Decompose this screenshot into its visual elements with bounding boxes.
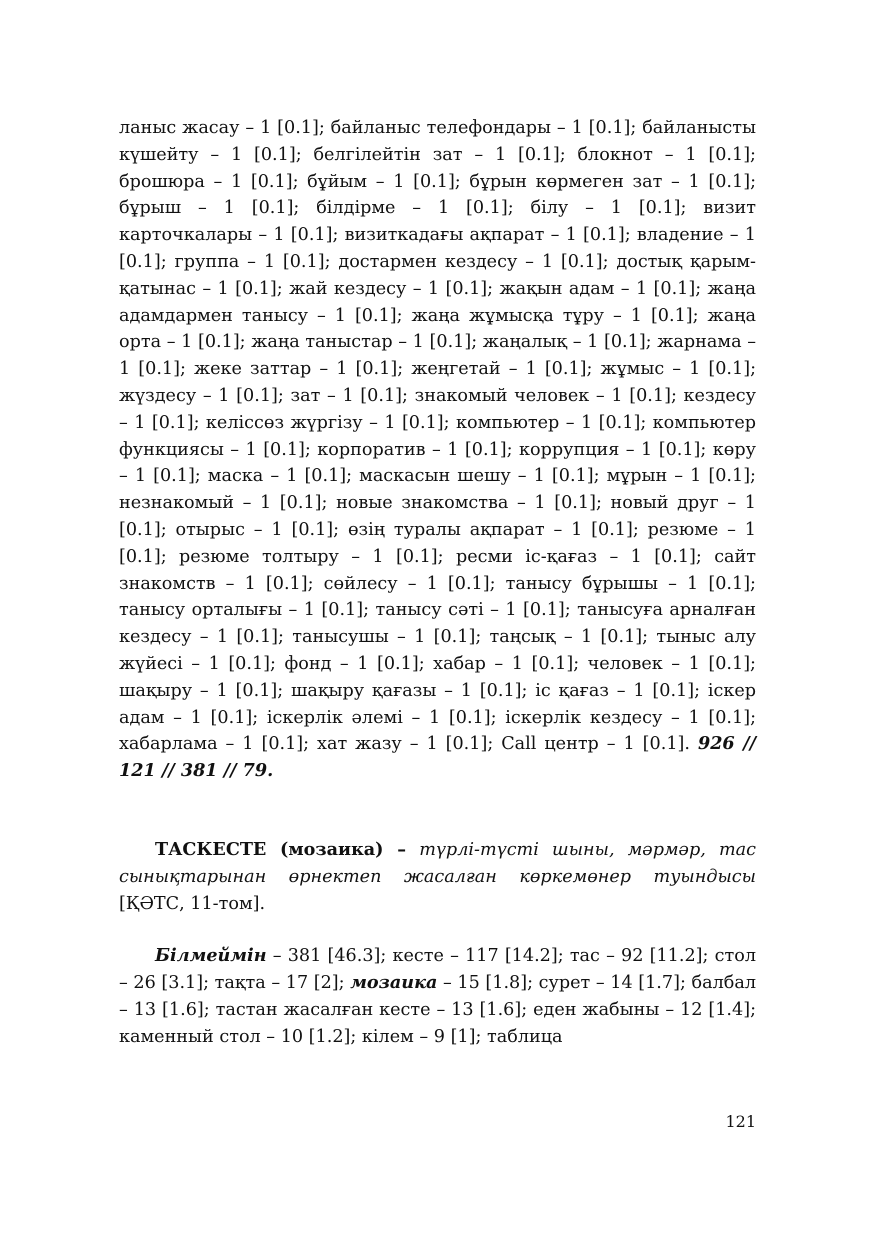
entry-definition: түрлі-түсті шыны, мәрмәр, тас сынықтарынан өрнектеп жасалған көркемөнер туындысы bbox=[119, 839, 757, 887]
stimulus-highlight: мозаика bbox=[350, 972, 438, 994]
dont-know-label: Білмеймін bbox=[155, 945, 267, 967]
responses-text-2: – 15 [1.8]; сурет – 14 [1.7]; балбал – 13 [1.6]; тастан жасалған кесте – 13 [1.6]; еден жабыны – 12 [1.4]; каменный стол – 10 [1.2]; кілем – 9 [1]; таблица bbox=[119, 973, 757, 1047]
entry-responses-paragraph bbox=[119, 943, 756, 1050]
responses-text-1: – 381 [46.3]; кесте – 117 [14.2]; тас – 92 [11.2]; стол – 26 [3.1]; тақта – 17 [2]; bbox=[119, 946, 756, 994]
continued-entry-paragraph bbox=[119, 115, 756, 785]
page-body bbox=[119, 115, 756, 1051]
entry-heading-paragraph bbox=[119, 837, 756, 917]
entry-headword: ТАСКЕСТЕ (мозаика) – bbox=[155, 838, 407, 860]
page-number: 121 bbox=[725, 1112, 756, 1131]
response-list-continuation: ланыс жасау – 1 [0.1]; байланыс телефондары – 1 [0.1]; байланысты күшейту – 1 [0.1]; белгілейтін зат – 1 [0.1]; блокнот – 1 [0.1]; брошюра – 1 [0.1]; бұйым – 1 [0.1]; бұрын көрмеген зат – 1 [0.1]; бұрыш – 1 [0.1]; білдірме – 1 [0.1]; білу – 1 [0.1]; визит карточкалары – 1 [0.1]; визиткадағы ақпарат – 1 [0.1]; владение – 1 [0.1]; группа – 1 [0.1]; достармен кездесу – 1 [0.1]; достық қарым-қатынас – 1 [0.1]; жай кездесу – 1 [0.1]; жақын адам – 1 [0.1]; жаңа адамдармен танысу – 1 [0.1]; жаңа жұмысқа тұру – 1 [0.1]; жаңа орта – 1 [0.1]; жаңа таныстар – 1 [0.1]; жаңалық – 1 [0.1]; жарнама – 1 [0.1]; жеке заттар – 1 [0.1]; жеңгетай – 1 [0.1]; жұмыс – 1 [0.1]; жүздесу – 1 [0.1]; зат – 1 [0.1]; знакомый человек – 1 [0.1]; кездесу – 1 [0.1]; келіссөз жүргізу – 1 [0.1]; компьютер – 1 [0.1]; компьютер функциясы – 1 [0.1]; корпоратив – 1 [0.1]; коррупция – 1 [0.1]; көру – 1 [0.1]; маска – 1 [0.1]; маскасын шешу – 1 [0.1]; мұрын – 1 [0.1]; незнакомый – 1 [0.1]; новые знакомства – 1 [0.1]; новый друг – 1 [0.1]; отырыс – 1 [0.1]; өзің туралы ақпарат – 1 [0.1]; резюме – 1 [0.1]; резюме толтыру – 1 [0.1]; ресми іс-қағаз – 1 [0.1]; сайт знакомств – 1 [0.1]; сөйлесу – 1 [0.1]; танысу бұрышы – 1 [0.1]; танысу орталығы – 1 [0.1]; танысу сәті – 1 [0.1]; танысуға арналған кездесу – 1 [0.1]; танысушы – 1 [0.1]; таңсық – 1 [0.1]; тыныс алу жүйесі – 1 [0.1]; фонд – 1 [0.1]; хабар – 1 [0.1]; человек – 1 [0.1]; шақыру – 1 [0.1]; шақыру қағазы – 1 [0.1]; іс қағаз – 1 [0.1]; іскер адам – 1 [0.1]; іскерлік әлемі – 1 [0.1]; іскерлік кездесу – 1 [0.1]; хабарлама – 1 [0.1]; хат жазу – 1 [0.1]; Call центр – 1 [0.1]. bbox=[119, 118, 756, 755]
response-totals: 926 // 121 // 381 // 79. bbox=[119, 733, 757, 782]
entry-source: [ҚӘТС, 11-том]. bbox=[119, 893, 266, 914]
